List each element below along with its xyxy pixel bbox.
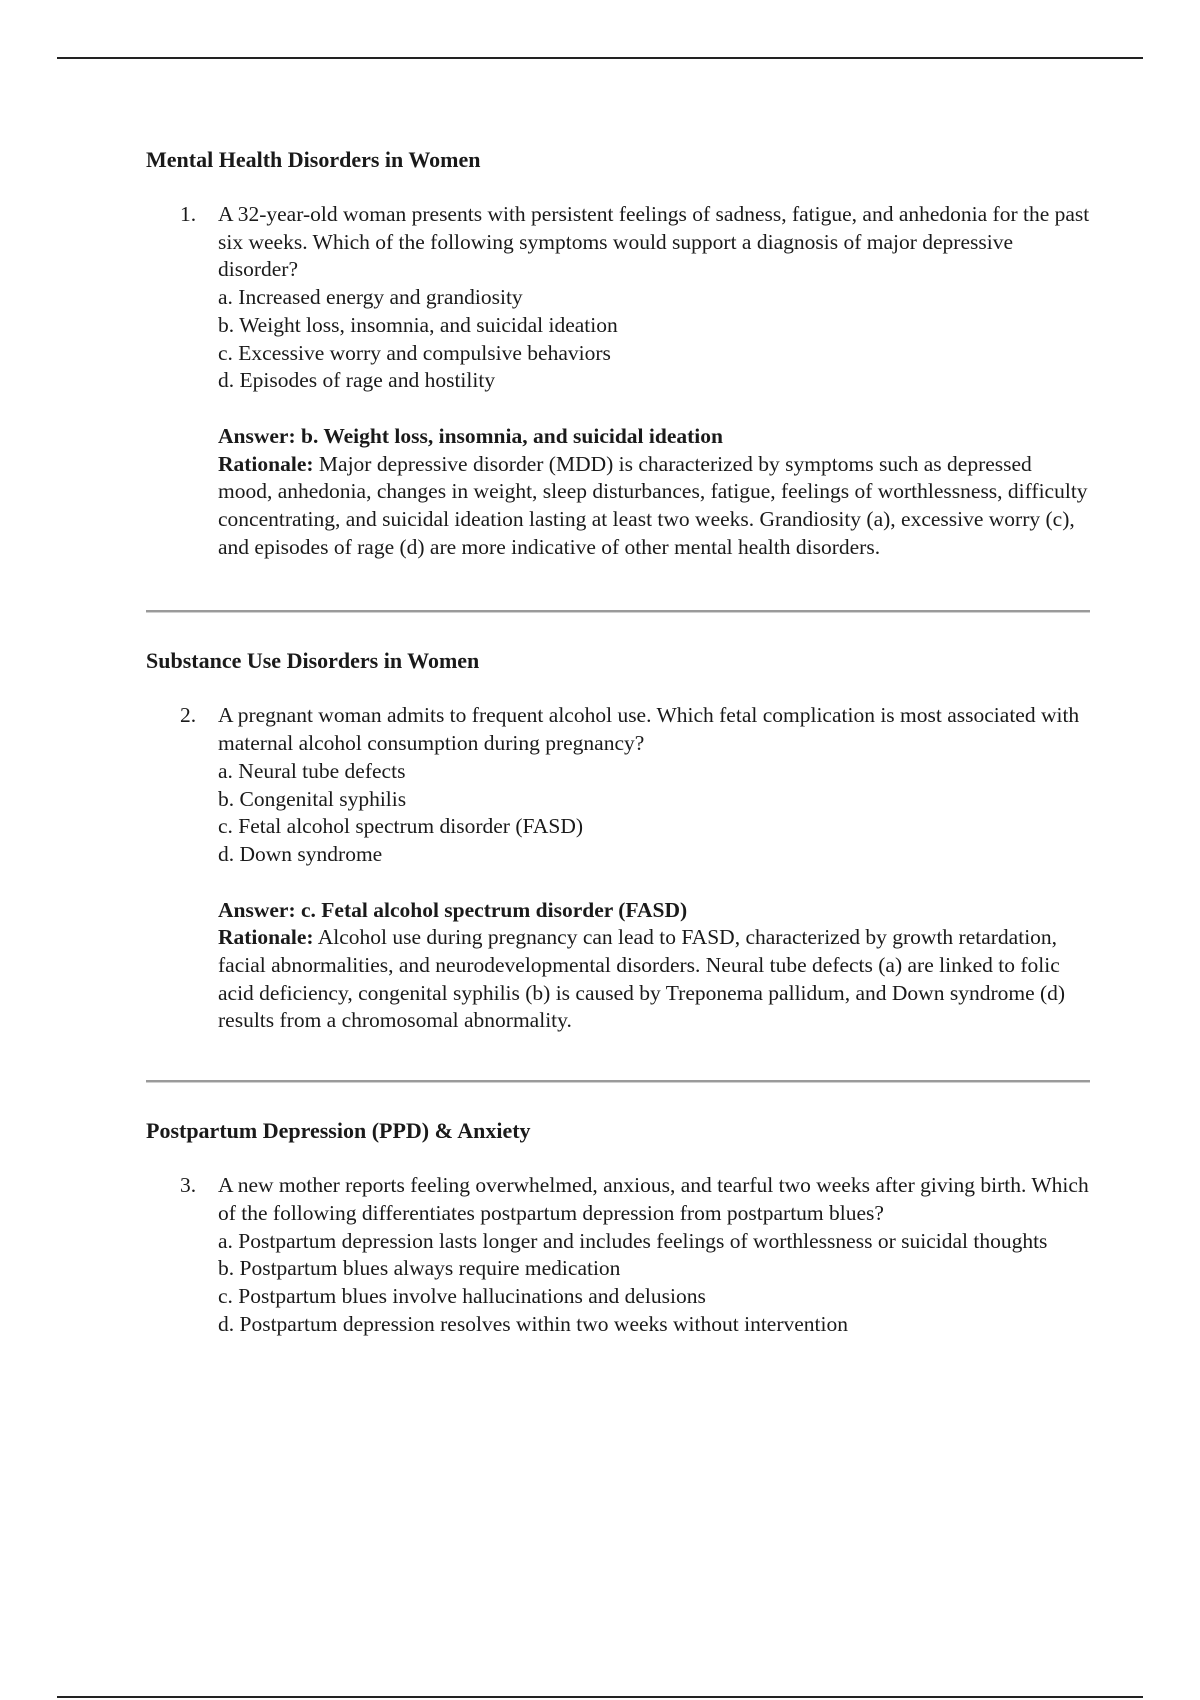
rationale [218, 924, 1090, 1035]
answer-option-c: c. Fetal alcohol spectrum disorder (FASD) [218, 814, 584, 839]
question-1 [180, 201, 1090, 561]
rationale-text: Major depressive disorder (MDD) is characterized by symptoms such as depressed mood, anhedonia, changes in weight, sleep disturbances, fatigue, feelings of worthlessness, difficulty concentrating, and suicidal ideation lasting at least two weeks. Grandiosity (a), excessive worry (c), and episodes of rage (d) are more indicative of other mental health disorders. [218, 451, 1088, 559]
answer-option-d: d. Episodes of rage and hostility [218, 368, 496, 393]
question-number: 1. [180, 202, 197, 226]
question-number: 3. [180, 1173, 197, 1198]
section-heading-postpartum: Postpartum Depression (PPD) & Anxiety [146, 1118, 531, 1144]
answer-option-c: c. Excessive worry and compulsive behaviors [218, 340, 611, 365]
question-2 [180, 702, 1090, 1035]
document-content [146, 146, 1090, 1338]
rationale-label: Rationale: [218, 451, 314, 476]
question-number: 2. [180, 703, 197, 728]
answer-option-b: b. Postpartum blues always require medication [218, 1256, 621, 1281]
answer-option-d: d. Down syndrome [218, 841, 383, 866]
rationale-label: Rationale: [218, 925, 314, 950]
section-divider [146, 1080, 1090, 1083]
answer-option-d: d. Postpartum depression resolves within two weeks without intervention [218, 1311, 848, 1336]
rationale-text: Alcohol use during pregnancy can lead to FASD, characterized by growth retardation, facial abnormalities, and neurodevelopmental disorders. Neural tube defects (a) are linked to folic acid deficiency, congenital syphilis (b) is caused by Treponema pallidum, and Down syndrome (d) results from a chromosomal abnormality. [218, 925, 1066, 1033]
section-heading-substance-use: Substance Use Disorders in Women [146, 648, 480, 674]
answer-option-a: a. Neural tube defects [218, 758, 406, 783]
correct-answer: Answer: b. Weight loss, insomnia, and suicidal ideation [218, 423, 723, 448]
answer-option-c: c. Postpartum blues involve hallucinations and delusions [218, 1283, 706, 1308]
question-text: A 32-year-old woman presents with persistent feelings of sadness, fatigue, and anhedonia for the past six weeks. Which of the following symptoms would support a diagnosis of major depressive disorder? [218, 202, 1090, 282]
section-heading-mental-health: Mental Health Disorders in Women [146, 147, 481, 172]
section-divider [146, 610, 1090, 613]
page-bottom-rule [57, 1696, 1143, 1698]
question-3 [180, 1172, 1090, 1338]
answer-option-a: a. Increased energy and grandiosity [218, 285, 523, 310]
question-text: A pregnant woman admits to frequent alcohol use. Which fetal complication is most associated with maternal alcohol consumption during pregnancy? [218, 703, 1080, 756]
page-top-rule [57, 57, 1143, 59]
correct-answer: Answer: c. Fetal alcohol spectrum disorder (FASD) [218, 897, 688, 922]
answer-option-a: a. Postpartum depression lasts longer and includes feelings of worthlessness or suicidal thoughts [218, 1228, 1048, 1253]
question-text: A new mother reports feeling overwhelmed, anxious, and tearful two weeks after giving birth. Which of the following differentiates postpartum depression from postpartum blues? [218, 1173, 1089, 1225]
answer-option-b: b. Weight loss, insomnia, and suicidal ideation [218, 312, 618, 337]
answer-option-b: b. Congenital syphilis [218, 786, 407, 811]
rationale [218, 451, 1090, 562]
